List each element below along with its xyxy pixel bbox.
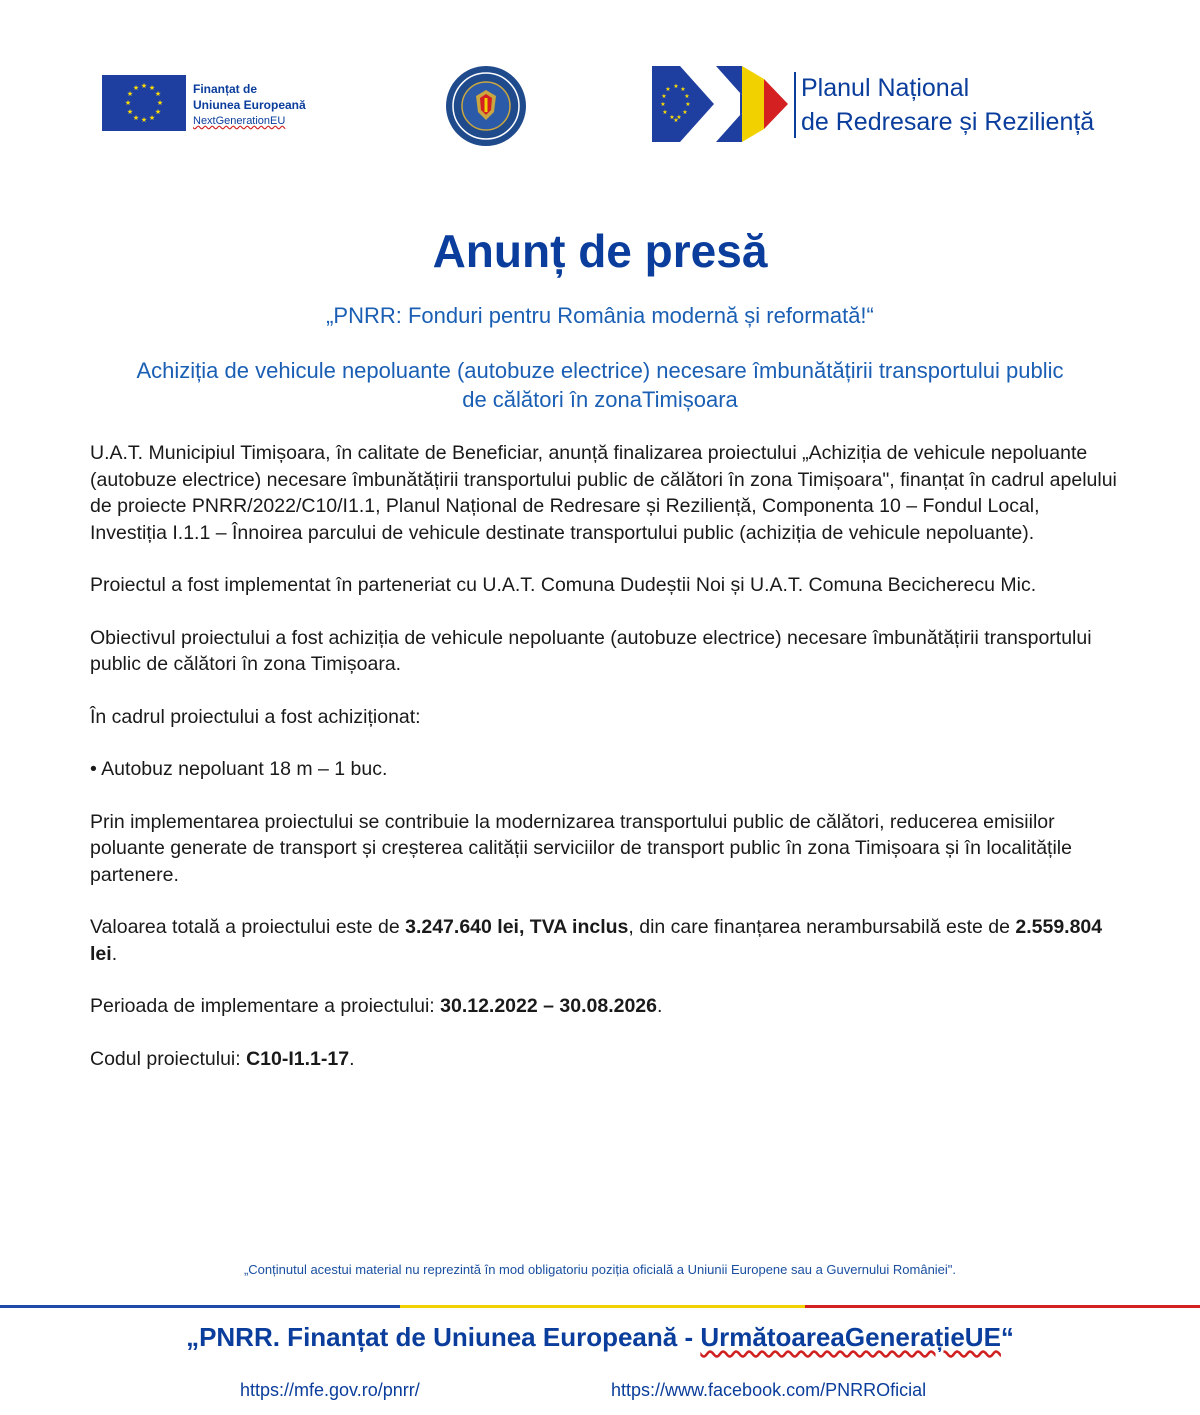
page-subtitle: „PNRR: Fonduri pentru România modernă și reformată!“ [326, 303, 874, 328]
paragraph-impact: Prin implementarea proiectului se contribuie la modernizarea transportului public de călători, reducerea emisiilor poluante generate de transport și creșterea calității serviciilor de transport public în zona Timișoara și în localitățile partenere. [90, 810, 1072, 886]
svg-text:★: ★ [662, 109, 668, 116]
paragraph-objective: Obiectivul proiectului a fost achiziția de vehicule nepoluante (autobuze electrice) necesare îmbunătățirii transportului public de călători în zona Timișoara. [90, 626, 1092, 675]
svg-text:★: ★ [140, 82, 148, 90]
svg-text:★: ★ [132, 114, 140, 122]
svg-text:★: ★ [132, 84, 140, 92]
project-title-line-1: Achiziția de vehicule nepoluante (autobuze electrice) necesare îmbunătățirii transportului public [136, 358, 1064, 383]
svg-text:★: ★ [140, 116, 148, 124]
footer-slogan [0, 1322, 1200, 1353]
period-end: . [657, 995, 663, 1017]
pnrr-line-2: de Redresare și Reziliență [801, 108, 1095, 136]
paragraph-period [90, 993, 1120, 1020]
stripe-blue [0, 1305, 400, 1308]
paragraph-value [90, 914, 1120, 967]
eu-line-2: Uniunea Europeană [193, 98, 306, 112]
svg-text:★: ★ [154, 90, 162, 98]
svg-text:★: ★ [148, 114, 156, 122]
period-value: 30.12.2022 – 30.08.2026 [440, 995, 657, 1017]
value-text-c: , din care finanțarea nerambursabilă este de [628, 916, 1016, 938]
slogan-c: “ [1000, 1322, 1014, 1352]
project-title [80, 356, 1120, 414]
paragraph-acquired-intro: În cadrul proiectului a fost achiziționat: [90, 705, 421, 728]
disclaimer: „Conținutul acestui material nu reprezintă în mod obligatoriu poziția oficială a Uniunii Europene sau a Guvernului României". [243, 1262, 957, 1277]
press-release-body [90, 440, 1120, 1098]
eu-line-3: NextGenerationEU [193, 115, 286, 127]
svg-text:★: ★ [673, 117, 679, 124]
eu-funding-label [193, 81, 306, 129]
mfe-link[interactable]: https://mfe.gov.ro/pnrr/ [240, 1380, 420, 1400]
svg-text:★: ★ [124, 99, 132, 107]
value-text-a: Valoarea totală a proiectului este de [90, 916, 406, 938]
svg-text:★: ★ [156, 99, 164, 107]
stripe-yellow [400, 1305, 805, 1308]
svg-text:★: ★ [684, 93, 690, 100]
svg-text:★: ★ [154, 108, 162, 116]
svg-text:★: ★ [665, 86, 671, 93]
svg-text:★: ★ [680, 86, 686, 93]
svg-text:★: ★ [685, 101, 691, 108]
grant-value: 2.559.804 lei [90, 916, 1103, 965]
facebook-link[interactable]: https://www.facebook.com/PNRROficial [611, 1380, 927, 1400]
svg-text:★: ★ [673, 83, 679, 90]
svg-text:★: ★ [669, 114, 675, 121]
guvernul-romaniei-seal-icon [444, 64, 528, 148]
eu-line-1: Finanțat de [193, 82, 258, 96]
page-title: Anunț de presă [432, 225, 768, 277]
eu-flag-icon [102, 75, 186, 131]
paragraph-intro: U.A.T. Municipiul Timișoara, în calitate de Beneficiar, anunță finalizarea proiectului „Achiziția de vehicule nepoluante (autobuze electrice) necesare îmbunătățirii transportului public de călători în zona Timișoara", finanțat în cadrul apelului de proiecte PNRR/2022/C10/I1.1, Planul Național de Redresare și Reziliență, Componenta 10 – Fondul Local, Investiția I.1.1 – Înnoirea parcului de vehicule destinate transportului public (achiziția de vehicule nepoluante). [90, 442, 1117, 544]
slogan-a: „PNRR. Finanțat de Uniunea Europeană - [186, 1322, 701, 1352]
project-title-line-2: de călători în zonaTimișoara [462, 387, 738, 412]
svg-text:★: ★ [660, 101, 666, 108]
slogan-b: UrmătoareaGenerațieUE [700, 1322, 1001, 1352]
svg-text:★: ★ [148, 84, 156, 92]
total-value: 3.247.640 lei, TVA inclus [405, 916, 629, 938]
code-label: Codul proiectului: [90, 1047, 247, 1070]
value-text-e: . [111, 942, 118, 965]
pnrr-label [801, 71, 1094, 139]
pnrr-line-1: Planul Național [801, 74, 970, 102]
svg-text:★: ★ [126, 90, 134, 98]
svg-text:★: ★ [661, 93, 667, 100]
svg-text:★: ★ [682, 109, 688, 116]
stripe-red [805, 1305, 1200, 1308]
pnrr-arrows-icon [652, 66, 792, 142]
code-value: C10-I1.1-17 [246, 1047, 350, 1070]
code-end: . [349, 1047, 355, 1070]
svg-text:★: ★ [676, 114, 682, 121]
paragraph-partnership: Proiectul a fost implementat în parteneriat cu U.A.T. Comuna Dudeștii Noi și U.A.T. Comuna Becicherecu Mic. [90, 574, 1037, 596]
list-item-bus: • Autobuz nepoluant 18 m – 1 buc. [90, 758, 388, 780]
paragraph-code [90, 1046, 1120, 1073]
pnrr-separator [794, 72, 796, 138]
svg-text:★: ★ [126, 108, 134, 116]
period-label: Perioada de implementare a proiectului: [90, 995, 441, 1017]
